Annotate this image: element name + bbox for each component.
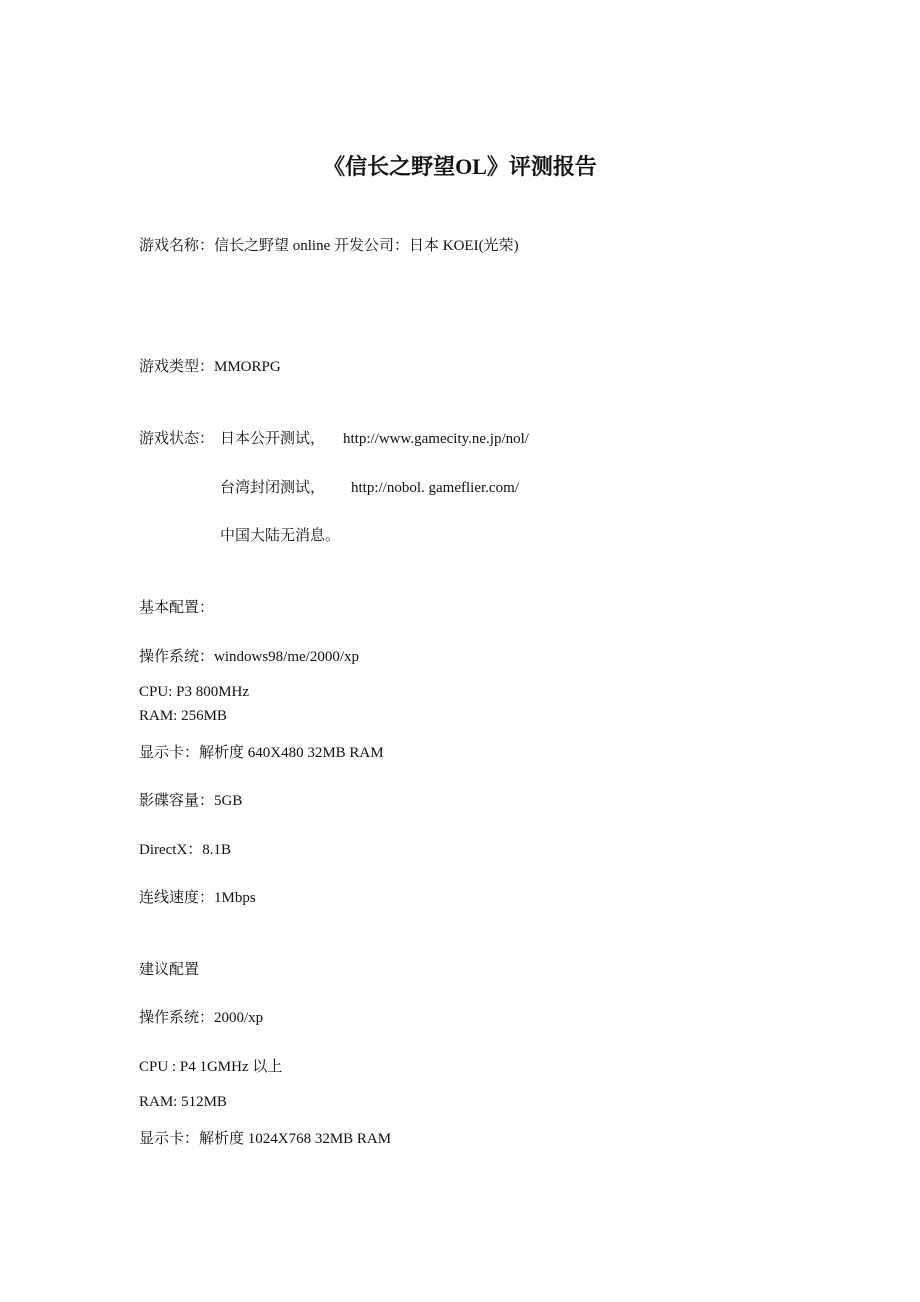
basic-os: 操作系统：windows98/me/2000/xp (139, 649, 359, 665)
status-japan-url[interactable]: http://www.gamecity.ne.jp/nol/ (343, 431, 529, 447)
recommended-os: 操作系统：2000/xp (139, 1010, 264, 1026)
game-status-label: 游戏状态： (139, 431, 215, 447)
game-type-line: 游戏类型：MMORPG (139, 359, 281, 375)
basic-gpu: 显示卡：解析度 640X480 32MB RAM (139, 745, 384, 761)
status-japan (220, 429, 529, 449)
recommended-gpu: 显示卡：解析度 1024X768 32MB RAM (139, 1131, 392, 1147)
basic-disk: 影碟容量：5GB (139, 793, 243, 809)
status-japan-text: 日本公开测试， (220, 431, 326, 447)
basic-ram: RAM: 256MB (139, 708, 227, 724)
recommended-cpu: CPU : P4 1GMHz 以上 (139, 1059, 283, 1075)
basic-directx: DirectX：8.1B (139, 842, 232, 858)
recommended-ram: RAM: 512MB (139, 1094, 227, 1110)
recommended-config-heading: 建议配置 (139, 962, 200, 978)
status-china (220, 526, 340, 546)
basic-config-heading: 基本配置： (139, 600, 215, 616)
basic-cpu: CPU: P3 800MHz (139, 684, 250, 700)
basic-network: 连线速度：1Mbps (139, 890, 256, 906)
status-taiwan-text: 台湾封闭测试， (220, 480, 326, 496)
status-taiwan-url[interactable]: http://nobol. gameflier.com/ (351, 480, 519, 496)
status-taiwan (220, 478, 519, 498)
document-title: 《信长之野望OL》评测报告 (323, 154, 597, 179)
game-name-line: 游戏名称：信长之野望 online 开发公司：日本 KOEI(光荣) (139, 238, 519, 254)
status-china-text: 中国大陆无消息。 (220, 528, 341, 544)
